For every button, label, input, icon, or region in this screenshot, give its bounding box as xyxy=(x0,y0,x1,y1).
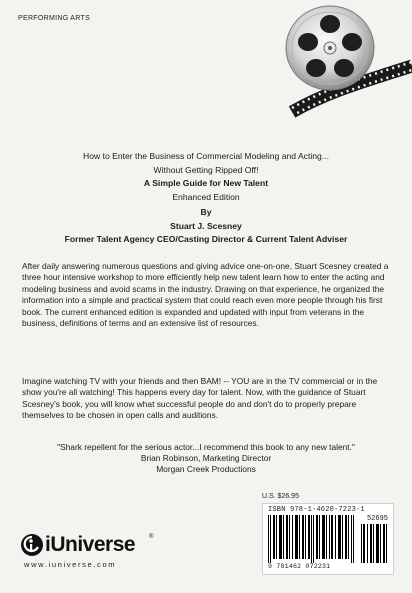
reel-hole-top xyxy=(320,15,340,33)
quote-author: Brian Robinson, Marketing Director xyxy=(140,453,272,464)
barcode-addon-bars xyxy=(361,524,389,563)
iuniverse-swirl-icon xyxy=(20,532,44,558)
quote-text: "Shark repellent for the serious actor...I recommend this book to any new talent." xyxy=(57,442,355,452)
price-label: U.S. $26.95 xyxy=(262,493,299,500)
isbn-text: ISBN 978-1-4620-7223-1 xyxy=(268,506,365,514)
description-paragraph-1: After daily answering numerous questions and giving advice one-on-one, Stuart Scesney created a three hour intensive workshop to more efficiently help new talent learn how to enter the acting and modeling business and avoid scams in the industry. Drawing on that experience, he organized the information into a simple and practical system that could reach even more people through his first book. The current enhanced edition is expanded and updated with input from veterans in the business, definitions of terms and an extensive list of resources. xyxy=(22,261,389,329)
author-title: Former Talent Agency CEO/Casting Director & Current Talent Adviser xyxy=(64,234,348,244)
isbn-barcode xyxy=(262,503,394,575)
edition: Enhanced Edition xyxy=(172,191,240,202)
author-name: Stuart J. Scesney xyxy=(170,220,242,231)
publisher-name: iUniverse xyxy=(45,533,136,556)
publisher-logo xyxy=(20,531,160,561)
publisher-website: www.iuniverse.com xyxy=(24,560,117,569)
title-line-1: How to Enter the Business of Commercial Modeling and Acting... xyxy=(83,151,329,161)
registered-mark: ® xyxy=(149,534,154,540)
subtitle: A Simple Guide for New Talent xyxy=(143,178,269,188)
reel-axle xyxy=(328,46,332,50)
title-line-2: Without Getting Ripped Off! xyxy=(153,164,259,175)
price-code: 52695 xyxy=(366,515,388,523)
description-paragraph-2: Imagine watching TV with your friends and then BAM! -- YOU are in the TV commercial or in the show you're all watching! This happens every day for talent. Now, with the guidance of Stuart Scesney's book, you will know what successful people do and don't do to properly prepare themselves to be chosen in open calls and auditions. xyxy=(22,376,378,421)
quote-company: Morgan Creek Productions xyxy=(156,464,256,475)
barcode-number: 9 781462 072231 xyxy=(268,563,331,570)
barcode-main-bars xyxy=(268,515,356,563)
category-label: PERFORMING ARTS xyxy=(18,15,91,22)
film-reel-illustration xyxy=(272,0,412,135)
endorsement-quote xyxy=(0,442,412,476)
by-label: By xyxy=(200,207,212,217)
reel-hole-left xyxy=(298,33,318,51)
reel-hole-bottom-left xyxy=(306,59,326,77)
reel-hole-right xyxy=(342,33,362,51)
title-block xyxy=(0,150,412,247)
reel-hole-bottom-right xyxy=(334,59,354,77)
